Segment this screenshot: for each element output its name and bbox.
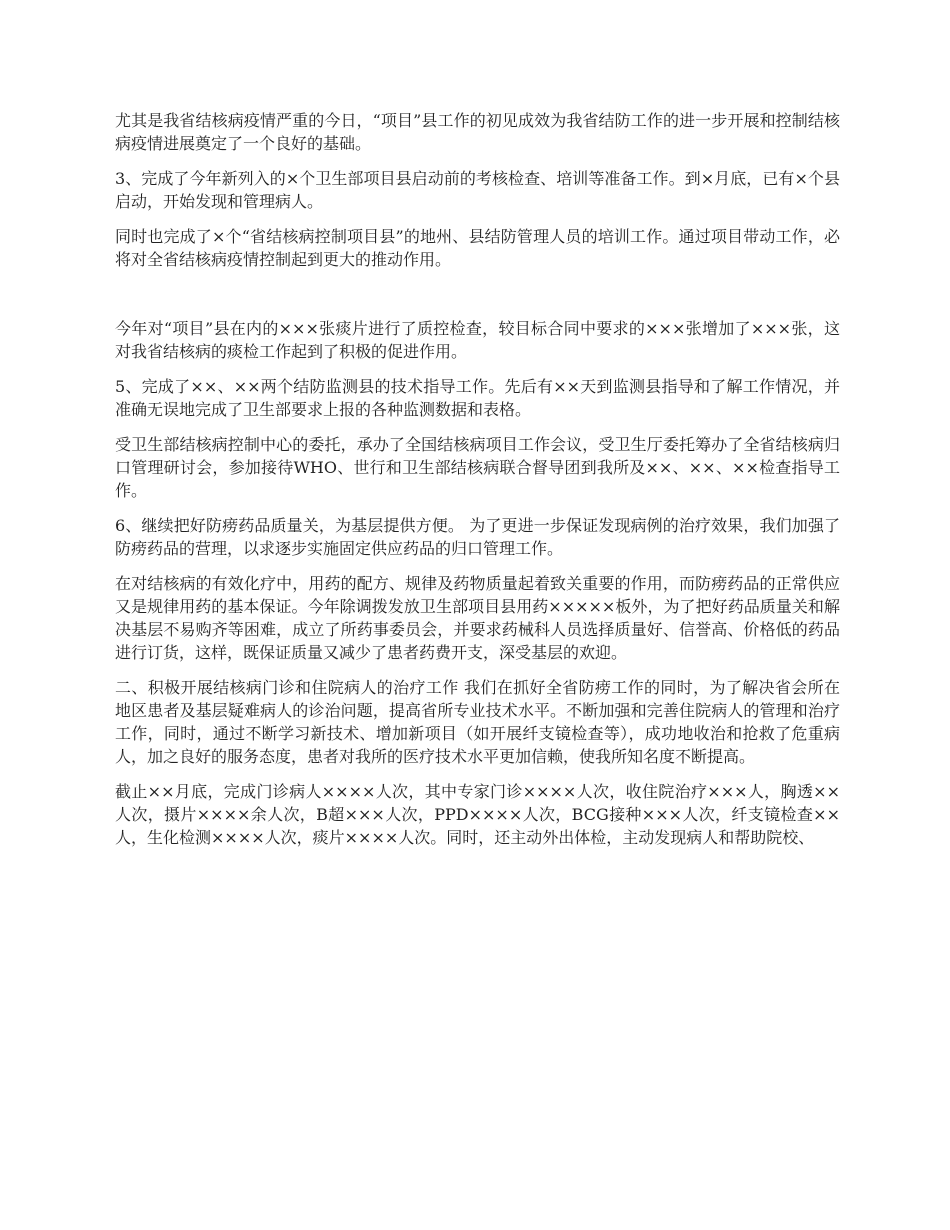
document-body: [115, 109, 840, 861]
paragraph: 截止××月底，完成门诊病人××××人次，其中专家门诊××××人次，收住院治疗×××人，胸透××人次，摄片××××余人次，B超×××人次，PPD××××人次，BCG接种×××人次，纤支镜检查××人，生化检测××××人次，痰片××××人次。同时，还主动外出体检，主动发现病人和帮助院校、: [115, 782, 840, 847]
paragraph: 在对结核病的有效化疗中，用药的配方、规律及药物质量起着致关重要的作用，而防痨药品的正常供应又是规律用药的基本保证。今年除调拨发放卫生部项目县用药×××××板外，为了把好药品质量关和解决基层不易购齐等困难，成立了所药事委员会，并要求药械科人员选择质量好、信誉高、价格低的药品进行订货，这样，既保证质量又减少了患者药费开支，深受基层的欢迎。: [115, 574, 840, 662]
blank-gap: [115, 283, 840, 317]
paragraph: 二、积极开展结核病门诊和住院病人的治疗工作 我们在抓好全省防痨工作的同时，为了解决省会所在地区患者及基层疑难病人的诊治问题，提高省所专业技术水平。不断加强和完善住院病人的管理和治疗工作，同时，通过不断学习新技术、增加新项目（如开展纤支镜检查等），成功地收治和抢救了危重病人，加之良好的服务态度，患者对我所的医疗技术水平更加信赖，使我所知名度不断提高。: [115, 678, 840, 766]
paragraph: 同时也完成了×个“省结核病控制项目县”的地州、县结防管理人员的培训工作。通过项目带动工作，必将对全省结核病疫情控制起到更大的推动作用。: [115, 227, 840, 269]
paragraph: 受卫生部结核病控制中心的委托，承办了全国结核病项目工作会议，受卫生厅委托筹办了全省结核病归口管理研讨会，参加接待WHO、世行和卫生部结核病联合督导团到我所及××、××、××检查指导工作。: [115, 435, 840, 500]
paragraph: 今年对“项目”县在内的×××张痰片进行了质控检查，较目标合同中要求的×××张增加了×××张，这对我省结核病的痰检工作起到了积极的促进作用。: [115, 319, 840, 361]
paragraph: 尤其是我省结核病疫情严重的今日，“项目”县工作的初见成效为我省结防工作的进一步开展和控制结核病疫情进展奠定了一个良好的基础。: [115, 111, 840, 153]
paragraph: 3、完成了今年新列入的×个卫生部项目县启动前的考核检查、培训等准备工作。到×月底，已有×个县启动，开始发现和管理病人。: [115, 169, 840, 211]
paragraph: 5、完成了××、××两个结防监测县的技术指导工作。先后有××天到监测县指导和了解工作情况，并准确无误地完成了卫生部要求上报的各种监测数据和表格。: [115, 377, 840, 419]
paragraph: 6、继续把好防痨药品质量关，为基层提供方便。 为了更进一步保证发现病例的治疗效果，我们加强了防痨药品的营理，以求逐步实施固定供应药品的归口管理工作。: [115, 516, 840, 558]
